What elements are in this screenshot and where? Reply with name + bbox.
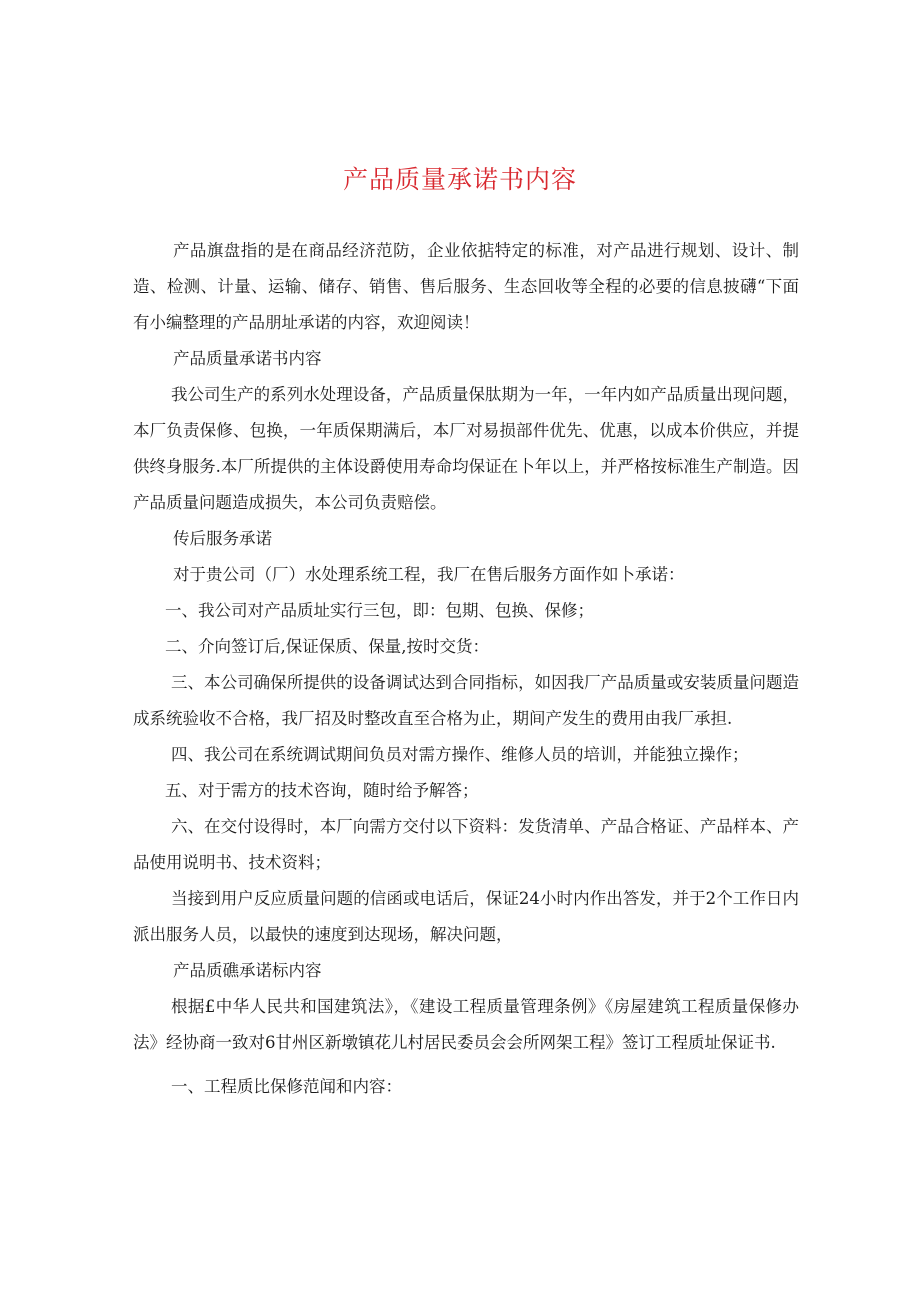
commitment-item-3: 三、本公司确保所提供的设备调试达到合同指标，如因我厂产品质量或安装质量问题造成系统验收不合格，我厂招及时整改直至合格为止，期间产发生的费用由我厂承担.	[133, 673, 799, 728]
commitment-item-2: 二、介向签订后,保证保质、保量,按时交货：	[165, 637, 489, 656]
commitment-item-6: 六、在交付设得时，本厂向需方交付以下资料：发货清单、产品合格证、产品样本、产品使用说明书、技术资料；	[133, 817, 799, 872]
after-sales-intro-paragraph: 对于贵公司（厂）水处理系统工程，我厂在售后服务方面作如卜承诺：	[173, 565, 685, 584]
section-heading-after-sales: 传后服务承诺	[173, 529, 272, 548]
section-heading-quality-commitment: 产品质量承诺书内容	[173, 349, 322, 368]
document-body	[133, 233, 799, 1105]
quality-warranty-paragraph: 我公司生产的系列水处理设备，产品质量保肽期为一年，一年内如产品质量出现问题，本厂负责保修、包换，一年质保期满后，本厂对易损部件优先、优惠，以成本价供应，并提供终身服务.本厂所提供的主体设爵使用寿命均保证在卜年以上，并严格按标准生产制造。因产品质量问题造成损失，本公司负责赔偿。	[133, 385, 799, 512]
warranty-scope-heading: 一、工程质比保修范闻和内容：	[171, 1077, 402, 1096]
commitment-item-4: 四、我公司在系统调试期间负员对需方操作、维修人员的培训，并能独立操作；	[171, 745, 749, 764]
intro-paragraph: 产品旗盘指的是在商品经济范防，企业依掂特定的标准，对产品进行规划、设计、制造、检测、计量、运输、储存、销售、售后服务、生态回收等全程的必要的信息披礴“下面有小编整理的产品朋址承诺的内容，欢迎阅读！	[133, 241, 799, 332]
section-heading-engineering-quality: 产品质礁承诺标内容	[173, 961, 322, 980]
commitment-item-1: 一、我公司对产品质址实行三包，即：包期、包换、保修；	[165, 601, 594, 620]
commitment-item-5: 五、对于需方的技术咨询，随时给予解答；	[165, 781, 479, 800]
response-time-paragraph: 当接到用户反应质量问题的信函或电话后，保证24小时内作出答发，并于2个工作日内派出服务人员，以最快的速度到达现场，解决问题，	[133, 889, 799, 944]
document-title: 产品质量承诺书内容	[342, 165, 577, 194]
legal-basis-paragraph: 根据£中华人民共和国建筑法》，《建设工程质量管理条例》《房屋建筑工程质量保修办法》经协商一致对6甘州区新墩镇花儿村居民委员会会所网架工程》签订工程质址保证书.	[133, 997, 799, 1052]
